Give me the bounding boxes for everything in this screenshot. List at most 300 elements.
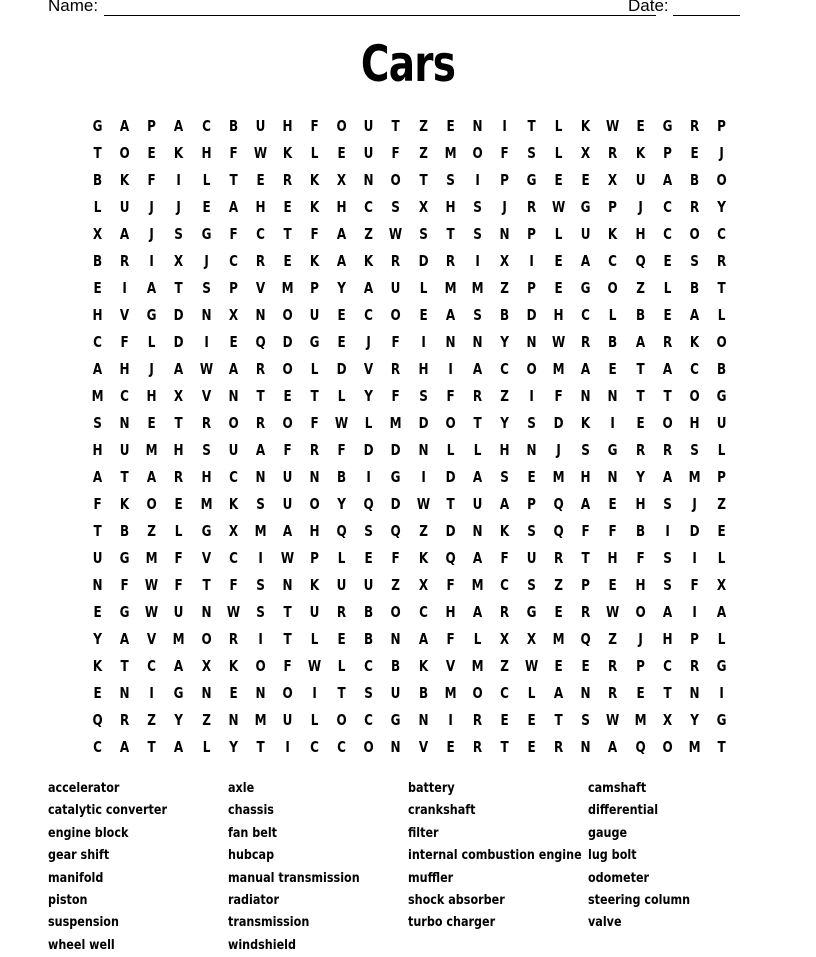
grid-letter[interactable]: K bbox=[418, 656, 428, 675]
grid-letter[interactable]: U bbox=[391, 278, 401, 297]
grid-letter[interactable]: C bbox=[364, 197, 374, 216]
grid-letter[interactable]: B bbox=[92, 251, 103, 270]
grid-letter[interactable]: C bbox=[310, 737, 319, 756]
grid-letter[interactable]: V bbox=[364, 359, 374, 378]
grid-letter[interactable]: T bbox=[500, 737, 509, 756]
grid-letter[interactable]: A bbox=[472, 359, 482, 378]
grid-letter[interactable]: A bbox=[662, 467, 672, 486]
grid-letter[interactable]: P bbox=[527, 278, 536, 297]
grid-letter[interactable]: E bbox=[283, 197, 292, 216]
grid-letter[interactable]: I bbox=[664, 521, 670, 540]
grid-letter[interactable]: D bbox=[173, 332, 184, 351]
grid-letter[interactable]: X bbox=[662, 710, 672, 729]
grid-letter[interactable]: W bbox=[606, 602, 620, 621]
grid-letter[interactable]: V bbox=[201, 386, 211, 405]
grid-letter[interactable]: H bbox=[255, 197, 266, 216]
grid-letter[interactable]: N bbox=[526, 332, 537, 351]
grid-letter[interactable]: F bbox=[337, 440, 346, 459]
grid-letter[interactable]: N bbox=[92, 575, 103, 594]
grid-letter[interactable]: M bbox=[471, 656, 484, 675]
grid-letter[interactable]: B bbox=[120, 521, 130, 540]
grid-letter[interactable]: C bbox=[228, 251, 238, 270]
grid-letter[interactable]: C bbox=[364, 305, 374, 324]
grid-letter[interactable]: S bbox=[500, 467, 509, 486]
grid-letter[interactable]: R bbox=[255, 413, 265, 432]
grid-letter[interactable]: T bbox=[418, 170, 428, 189]
grid-letter[interactable]: K bbox=[309, 575, 320, 594]
grid-letter[interactable]: O bbox=[634, 602, 646, 621]
grid-letter[interactable]: U bbox=[92, 548, 103, 567]
grid-letter[interactable]: I bbox=[285, 737, 290, 756]
grid-letter[interactable]: R bbox=[201, 413, 211, 432]
grid-letter[interactable]: S bbox=[255, 494, 265, 513]
grid-letter[interactable]: X bbox=[581, 143, 591, 162]
grid-letter[interactable]: D bbox=[418, 251, 429, 270]
grid-letter[interactable]: Z bbox=[500, 386, 509, 405]
grid-letter[interactable]: D bbox=[526, 305, 537, 324]
grid-letter[interactable]: M bbox=[172, 629, 185, 648]
name-field-line[interactable] bbox=[104, 15, 656, 16]
grid-letter[interactable]: N bbox=[472, 521, 483, 540]
grid-letter[interactable]: N bbox=[445, 332, 456, 351]
grid-letter[interactable]: A bbox=[174, 656, 184, 675]
grid-letter[interactable]: M bbox=[552, 629, 565, 648]
grid-letter[interactable]: V bbox=[201, 548, 211, 567]
grid-letter[interactable]: L bbox=[554, 143, 563, 162]
grid-letter[interactable]: M bbox=[281, 278, 294, 297]
grid-letter[interactable]: U bbox=[363, 116, 374, 135]
grid-letter[interactable]: M bbox=[688, 737, 701, 756]
grid-letter[interactable]: S bbox=[527, 575, 536, 594]
grid-letter[interactable]: E bbox=[93, 602, 102, 621]
grid-letter[interactable]: S bbox=[472, 224, 482, 243]
grid-letter[interactable]: H bbox=[635, 224, 646, 243]
grid-letter[interactable]: C bbox=[500, 359, 509, 378]
grid-letter[interactable]: R bbox=[581, 332, 591, 351]
grid-letter[interactable]: I bbox=[149, 251, 155, 270]
grid-letter[interactable]: A bbox=[228, 359, 238, 378]
grid-letter[interactable]: T bbox=[120, 656, 129, 675]
grid-letter[interactable]: D bbox=[363, 440, 374, 459]
grid-letter[interactable]: W bbox=[606, 710, 620, 729]
grid-letter[interactable]: E bbox=[663, 305, 672, 324]
grid-letter[interactable]: K bbox=[581, 116, 591, 135]
grid-letter[interactable]: M bbox=[634, 710, 647, 729]
grid-letter[interactable]: G bbox=[309, 332, 320, 351]
grid-letter[interactable]: D bbox=[173, 305, 184, 324]
grid-letter[interactable]: T bbox=[635, 386, 645, 405]
grid-letter[interactable]: G bbox=[580, 197, 591, 216]
grid-letter[interactable]: X bbox=[716, 575, 727, 594]
grid-letter[interactable]: S bbox=[418, 224, 428, 243]
grid-letter[interactable]: E bbox=[554, 602, 563, 621]
grid-letter[interactable]: Q bbox=[553, 494, 564, 513]
grid-letter[interactable]: K bbox=[309, 170, 320, 189]
grid-letter[interactable]: A bbox=[662, 359, 672, 378]
grid-letter[interactable]: L bbox=[337, 386, 346, 405]
grid-letter[interactable]: E bbox=[554, 278, 563, 297]
grid-letter[interactable]: F bbox=[581, 521, 590, 540]
grid-letter[interactable]: L bbox=[93, 197, 102, 216]
grid-letter[interactable]: Z bbox=[717, 494, 726, 513]
grid-letter[interactable]: W bbox=[145, 575, 159, 594]
grid-letter[interactable]: I bbox=[529, 251, 534, 270]
grid-letter[interactable]: E bbox=[554, 656, 563, 675]
grid-letter[interactable]: N bbox=[472, 116, 483, 135]
grid-letter[interactable]: R bbox=[689, 197, 699, 216]
grid-letter[interactable]: B bbox=[364, 629, 374, 648]
grid-letter[interactable]: E bbox=[256, 170, 265, 189]
grid-letter[interactable]: W bbox=[335, 413, 349, 432]
grid-letter[interactable]: C bbox=[147, 656, 157, 675]
grid-letter[interactable]: M bbox=[444, 278, 457, 297]
grid-letter[interactable]: R bbox=[689, 656, 699, 675]
grid-letter[interactable]: P bbox=[662, 143, 672, 162]
grid-letter[interactable]: X bbox=[228, 521, 238, 540]
grid-letter[interactable]: G bbox=[662, 116, 673, 135]
grid-letter[interactable]: R bbox=[391, 359, 401, 378]
grid-letter[interactable]: O bbox=[472, 143, 483, 162]
grid-letter[interactable]: Z bbox=[418, 521, 428, 540]
grid-letter[interactable]: A bbox=[120, 224, 130, 243]
grid-letter[interactable]: R bbox=[716, 251, 727, 270]
grid-letter[interactable]: T bbox=[229, 170, 238, 189]
grid-letter[interactable]: L bbox=[310, 359, 319, 378]
grid-letter[interactable]: S bbox=[527, 143, 536, 162]
grid-letter[interactable]: J bbox=[637, 197, 643, 216]
grid-letter[interactable]: A bbox=[418, 629, 428, 648]
grid-letter[interactable]: N bbox=[580, 683, 591, 702]
grid-letter[interactable]: I bbox=[258, 548, 263, 567]
grid-letter[interactable]: S bbox=[472, 197, 482, 216]
grid-letter[interactable]: F bbox=[608, 521, 618, 540]
grid-letter[interactable]: Z bbox=[147, 710, 157, 729]
grid-letter[interactable]: J bbox=[637, 629, 643, 648]
grid-letter[interactable]: A bbox=[662, 170, 672, 189]
grid-letter[interactable]: G bbox=[201, 521, 211, 540]
grid-letter[interactable]: I bbox=[502, 116, 507, 135]
grid-letter[interactable]: T bbox=[581, 548, 590, 567]
grid-letter[interactable]: U bbox=[309, 305, 320, 324]
grid-letter[interactable]: S bbox=[201, 440, 211, 459]
grid-letter[interactable]: H bbox=[336, 197, 347, 216]
grid-letter[interactable]: O bbox=[390, 305, 402, 324]
grid-letter[interactable]: F bbox=[500, 143, 509, 162]
grid-letter[interactable]: P bbox=[527, 494, 536, 513]
grid-letter[interactable]: M bbox=[200, 494, 213, 513]
grid-letter[interactable]: F bbox=[690, 575, 699, 594]
grid-letter[interactable]: E bbox=[527, 710, 536, 729]
grid-letter[interactable]: A bbox=[337, 251, 347, 270]
grid-letter[interactable]: R bbox=[228, 629, 238, 648]
grid-letter[interactable]: H bbox=[635, 575, 646, 594]
grid-letter[interactable]: S bbox=[689, 440, 699, 459]
grid-letter[interactable]: A bbox=[608, 737, 618, 756]
grid-letter[interactable]: O bbox=[526, 359, 537, 378]
grid-letter[interactable]: I bbox=[420, 332, 426, 351]
grid-letter[interactable]: Q bbox=[580, 629, 591, 648]
grid-letter[interactable]: N bbox=[607, 386, 618, 405]
grid-letter[interactable]: E bbox=[608, 575, 618, 594]
grid-letter[interactable]: Z bbox=[418, 116, 428, 135]
grid-letter[interactable]: A bbox=[120, 629, 130, 648]
grid-letter[interactable]: S bbox=[445, 170, 455, 189]
grid-letter[interactable]: K bbox=[120, 494, 130, 513]
grid-letter[interactable]: J bbox=[719, 143, 724, 162]
grid-letter[interactable]: E bbox=[337, 629, 346, 648]
grid-letter[interactable]: E bbox=[554, 170, 563, 189]
grid-letter[interactable]: C bbox=[662, 656, 672, 675]
grid-letter[interactable]: T bbox=[717, 278, 726, 297]
grid-letter[interactable]: H bbox=[689, 413, 700, 432]
grid-letter[interactable]: F bbox=[446, 575, 455, 594]
grid-letter[interactable]: Z bbox=[201, 710, 211, 729]
grid-letter[interactable]: C bbox=[662, 224, 672, 243]
grid-letter[interactable]: H bbox=[635, 494, 646, 513]
grid-letter[interactable]: T bbox=[201, 575, 211, 594]
grid-letter[interactable]: F bbox=[310, 116, 319, 135]
grid-letter[interactable]: P bbox=[717, 467, 726, 486]
grid-letter[interactable]: M bbox=[444, 143, 457, 162]
grid-letter[interactable]: A bbox=[92, 359, 103, 378]
grid-letter[interactable]: U bbox=[580, 224, 591, 243]
grid-letter[interactable]: N bbox=[607, 467, 618, 486]
grid-letter[interactable]: U bbox=[119, 440, 130, 459]
grid-letter[interactable]: F bbox=[174, 575, 184, 594]
grid-letter[interactable]: K bbox=[635, 143, 645, 162]
grid-letter[interactable]: N bbox=[689, 683, 700, 702]
grid-letter[interactable]: G bbox=[580, 278, 591, 297]
grid-letter[interactable]: R bbox=[554, 737, 564, 756]
grid-letter[interactable]: C bbox=[364, 710, 374, 729]
grid-letter[interactable]: W bbox=[524, 656, 539, 675]
grid-letter[interactable]: C bbox=[608, 251, 618, 270]
grid-letter[interactable]: Y bbox=[174, 710, 184, 729]
grid-letter[interactable]: W bbox=[145, 602, 159, 621]
grid-letter[interactable]: K bbox=[174, 143, 184, 162]
grid-letter[interactable]: W bbox=[280, 548, 295, 567]
grid-letter[interactable]: O bbox=[662, 413, 673, 432]
grid-letter[interactable]: X bbox=[337, 170, 347, 189]
grid-letter[interactable]: K bbox=[689, 332, 699, 351]
grid-letter[interactable]: L bbox=[717, 440, 726, 459]
grid-letter[interactable]: C bbox=[337, 737, 347, 756]
grid-letter[interactable]: A bbox=[120, 116, 130, 135]
grid-letter[interactable]: I bbox=[258, 629, 263, 648]
grid-letter[interactable]: E bbox=[635, 683, 645, 702]
grid-letter[interactable]: E bbox=[283, 386, 292, 405]
grid-letter[interactable]: C bbox=[717, 224, 726, 243]
grid-letter[interactable]: F bbox=[93, 494, 102, 513]
grid-letter[interactable]: F bbox=[554, 386, 563, 405]
grid-letter[interactable]: C bbox=[418, 602, 428, 621]
grid-letter[interactable]: N bbox=[580, 386, 591, 405]
grid-letter[interactable]: P bbox=[310, 278, 319, 297]
grid-letter[interactable]: A bbox=[689, 305, 699, 324]
grid-letter[interactable]: H bbox=[553, 305, 564, 324]
grid-letter[interactable]: D bbox=[282, 332, 293, 351]
grid-letter[interactable]: B bbox=[689, 278, 699, 297]
grid-letter[interactable]: T bbox=[527, 116, 536, 135]
grid-letter[interactable]: T bbox=[663, 386, 672, 405]
grid-letter[interactable]: E bbox=[663, 251, 672, 270]
grid-letter[interactable]: B bbox=[689, 170, 699, 189]
grid-letter[interactable]: J bbox=[556, 440, 561, 459]
grid-letter[interactable]: T bbox=[446, 494, 455, 513]
grid-letter[interactable]: Q bbox=[390, 521, 402, 540]
grid-letter[interactable]: K bbox=[228, 656, 238, 675]
grid-letter[interactable]: D bbox=[390, 494, 401, 513]
grid-letter[interactable]: Z bbox=[554, 575, 564, 594]
grid-letter[interactable]: N bbox=[201, 305, 212, 324]
grid-letter[interactable]: L bbox=[147, 332, 156, 351]
grid-letter[interactable]: O bbox=[363, 737, 374, 756]
grid-letter[interactable]: U bbox=[282, 494, 293, 513]
grid-letter[interactable]: L bbox=[446, 440, 455, 459]
grid-letter[interactable]: A bbox=[581, 251, 591, 270]
grid-letter[interactable]: S bbox=[662, 548, 672, 567]
grid-letter[interactable]: N bbox=[119, 413, 130, 432]
grid-letter[interactable]: B bbox=[635, 521, 645, 540]
grid-letter[interactable]: E bbox=[337, 143, 346, 162]
grid-letter[interactable]: B bbox=[364, 602, 374, 621]
grid-letter[interactable]: R bbox=[662, 440, 672, 459]
grid-letter[interactable]: G bbox=[526, 170, 537, 189]
grid-letter[interactable]: D bbox=[336, 359, 347, 378]
grid-letter[interactable]: I bbox=[610, 413, 616, 432]
grid-letter[interactable]: M bbox=[254, 521, 267, 540]
grid-letter[interactable]: E bbox=[337, 332, 346, 351]
grid-letter[interactable]: S bbox=[364, 521, 374, 540]
grid-letter[interactable]: F bbox=[391, 332, 401, 351]
grid-letter[interactable]: E bbox=[581, 170, 590, 189]
grid-letter[interactable]: C bbox=[228, 467, 238, 486]
grid-letter[interactable]: H bbox=[201, 467, 212, 486]
grid-letter[interactable]: A bbox=[174, 359, 184, 378]
grid-letter[interactable]: O bbox=[200, 629, 212, 648]
grid-letter[interactable]: E bbox=[418, 305, 428, 324]
grid-letter[interactable]: G bbox=[716, 710, 727, 729]
grid-letter[interactable]: F bbox=[391, 386, 401, 405]
grid-letter[interactable]: L bbox=[310, 629, 319, 648]
grid-letter[interactable]: Y bbox=[228, 737, 238, 756]
grid-letter[interactable]: C bbox=[662, 197, 672, 216]
grid-letter[interactable]: A bbox=[445, 305, 455, 324]
grid-letter[interactable]: P bbox=[228, 278, 238, 297]
grid-letter[interactable]: E bbox=[527, 467, 536, 486]
grid-letter[interactable]: A bbox=[120, 737, 130, 756]
grid-letter[interactable]: T bbox=[391, 116, 401, 135]
grid-letter[interactable]: E bbox=[283, 251, 292, 270]
grid-letter[interactable]: G bbox=[92, 116, 103, 135]
grid-letter[interactable]: U bbox=[526, 548, 537, 567]
grid-letter[interactable]: X bbox=[92, 224, 103, 243]
grid-letter[interactable]: I bbox=[719, 683, 724, 702]
grid-letter[interactable]: G bbox=[526, 602, 537, 621]
grid-letter[interactable]: M bbox=[552, 467, 565, 486]
grid-letter[interactable]: Z bbox=[391, 575, 401, 594]
grid-letter[interactable]: R bbox=[472, 386, 482, 405]
grid-letter[interactable]: O bbox=[336, 116, 347, 135]
grid-letter[interactable]: R bbox=[255, 359, 265, 378]
grid-letter[interactable]: L bbox=[527, 683, 536, 702]
grid-letter[interactable]: M bbox=[145, 440, 158, 459]
grid-letter[interactable]: O bbox=[662, 737, 673, 756]
grid-letter[interactable]: L bbox=[202, 737, 210, 756]
grid-letter[interactable]: L bbox=[175, 521, 183, 540]
grid-letter[interactable]: I bbox=[203, 332, 209, 351]
grid-letter[interactable]: R bbox=[499, 602, 510, 621]
grid-letter[interactable]: N bbox=[255, 305, 266, 324]
grid-letter[interactable]: R bbox=[282, 170, 293, 189]
grid-letter[interactable]: C bbox=[689, 359, 699, 378]
grid-letter[interactable]: D bbox=[418, 413, 429, 432]
grid-letter[interactable]: S bbox=[581, 440, 591, 459]
grid-letter[interactable]: Q bbox=[336, 521, 347, 540]
grid-letter[interactable]: L bbox=[717, 305, 726, 324]
grid-letter[interactable]: A bbox=[174, 116, 184, 135]
grid-letter[interactable]: E bbox=[527, 737, 536, 756]
grid-letter[interactable]: W bbox=[552, 197, 566, 216]
grid-letter[interactable]: C bbox=[93, 332, 102, 351]
grid-letter[interactable]: T bbox=[93, 143, 102, 162]
grid-letter[interactable]: F bbox=[229, 575, 238, 594]
grid-letter[interactable]: D bbox=[445, 521, 456, 540]
grid-letter[interactable]: X bbox=[499, 251, 510, 270]
grid-letter[interactable]: R bbox=[120, 710, 130, 729]
grid-letter[interactable]: J bbox=[366, 332, 372, 351]
grid-letter[interactable]: U bbox=[391, 683, 401, 702]
grid-letter[interactable]: E bbox=[364, 548, 373, 567]
grid-letter[interactable]: A bbox=[228, 197, 238, 216]
grid-letter[interactable]: K bbox=[120, 170, 130, 189]
grid-letter[interactable]: E bbox=[93, 683, 102, 702]
grid-letter[interactable]: V bbox=[255, 278, 265, 297]
date-field-line[interactable] bbox=[673, 15, 740, 16]
grid-letter[interactable]: X bbox=[174, 386, 184, 405]
grid-letter[interactable]: F bbox=[310, 413, 319, 432]
grid-letter[interactable]: A bbox=[92, 467, 103, 486]
grid-letter[interactable]: B bbox=[499, 305, 510, 324]
grid-letter[interactable]: H bbox=[445, 197, 456, 216]
grid-letter[interactable]: M bbox=[471, 575, 484, 594]
grid-letter[interactable]: A bbox=[581, 494, 591, 513]
grid-letter[interactable]: T bbox=[147, 737, 156, 756]
grid-letter[interactable]: Z bbox=[500, 656, 509, 675]
grid-letter[interactable]: R bbox=[120, 251, 130, 270]
grid-letter[interactable]: T bbox=[446, 224, 455, 243]
grid-letter[interactable]: V bbox=[445, 656, 455, 675]
grid-letter[interactable]: H bbox=[607, 548, 618, 567]
grid-letter[interactable]: H bbox=[418, 359, 429, 378]
grid-letter[interactable]: T bbox=[337, 683, 346, 702]
grid-letter[interactable]: E bbox=[201, 197, 211, 216]
grid-letter[interactable]: U bbox=[282, 467, 293, 486]
grid-letter[interactable]: U bbox=[309, 602, 320, 621]
grid-letter[interactable]: N bbox=[580, 737, 591, 756]
grid-letter[interactable]: O bbox=[228, 413, 239, 432]
grid-letter[interactable]: T bbox=[120, 467, 129, 486]
grid-letter[interactable]: X bbox=[418, 575, 428, 594]
grid-letter[interactable]: Y bbox=[364, 386, 374, 405]
grid-letter[interactable]: S bbox=[255, 575, 265, 594]
grid-letter[interactable]: H bbox=[146, 386, 157, 405]
grid-letter[interactable]: Z bbox=[364, 224, 374, 243]
grid-letter[interactable]: Q bbox=[445, 548, 456, 567]
grid-letter[interactable]: I bbox=[475, 251, 480, 270]
grid-letter[interactable]: I bbox=[529, 386, 534, 405]
grid-letter[interactable]: H bbox=[201, 143, 212, 162]
